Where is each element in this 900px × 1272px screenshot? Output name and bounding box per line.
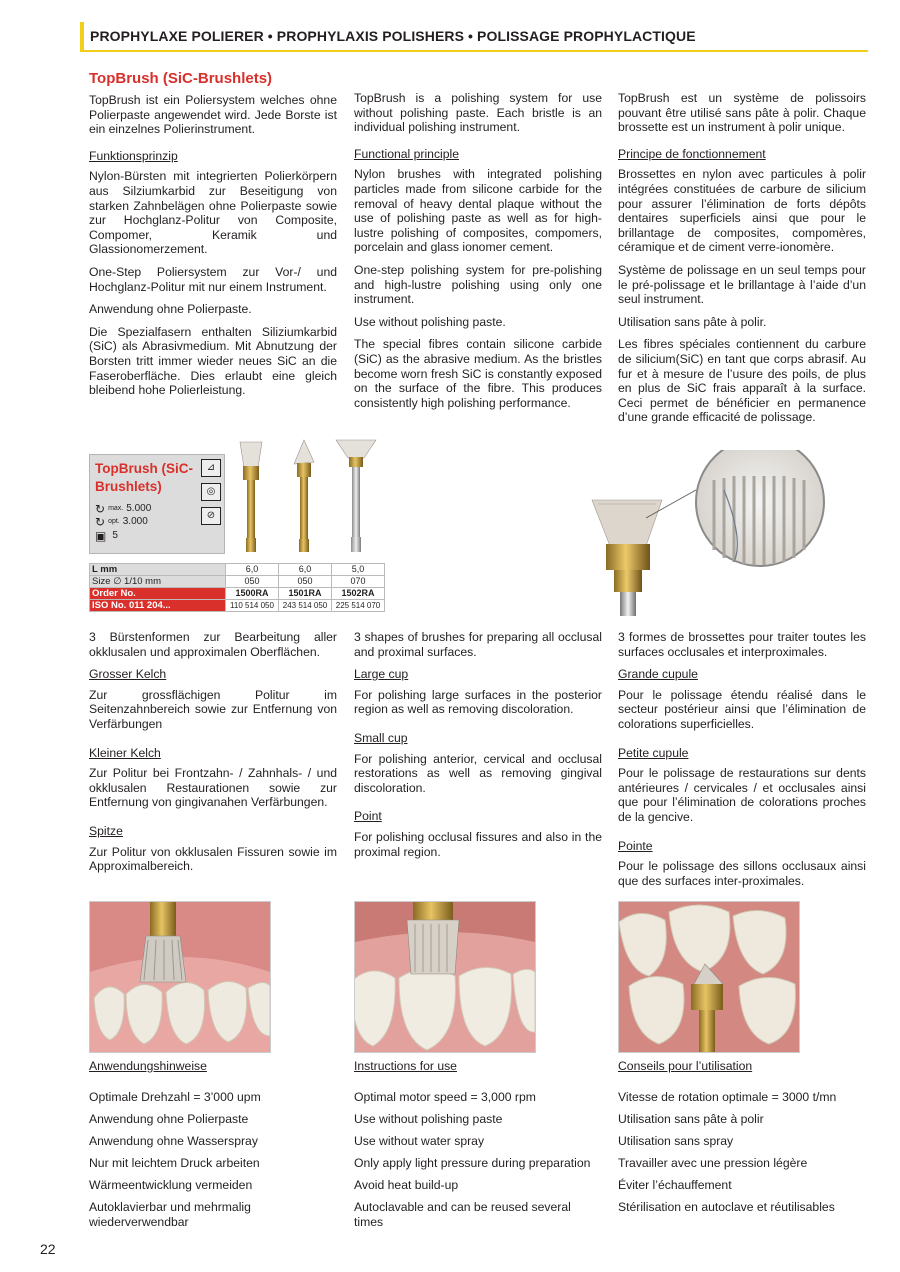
clinical-photo-large-cup [89, 901, 271, 1053]
brush-closeup-illustration [584, 450, 876, 616]
func-heading-fr: Principe de fonctionnement [618, 146, 766, 161]
large-cup-heading-en: Large cup [354, 667, 409, 682]
pack-value: 5 [112, 530, 118, 541]
intro-text-en: TopBrush is a polishing system for use without polishing paste. Each bristle is an individual polishing instrument. [354, 91, 602, 135]
pack-quantity [95, 529, 118, 544]
column-fr-intro [618, 91, 866, 433]
spec-row [90, 600, 385, 612]
product-card [89, 454, 225, 554]
instructions-heading-fr: Conseils pour l’utilisation [618, 1059, 753, 1073]
instruction-de-5: Wärmeentwicklung vermeiden [89, 1177, 253, 1192]
clinical-photo-small-cup [354, 901, 536, 1053]
point-text-en: For polishing occlusal fissures and also in the proximal region. [354, 829, 602, 859]
page-number: 22 [40, 1241, 56, 1257]
instruction-en-1: Optimal motor speed = 3,000 rpm [354, 1089, 536, 1104]
func-text-en-1: Nylon brushes with integrated polishing particles made from silicone carbide for the removal of heavy dental plaque without the use of polishing paste as well as for high-lustre polishing of composites, compomers, porcelain and glass ionomer cement. [354, 167, 602, 255]
specification-table-body [90, 564, 385, 612]
func-text-en-2: One-step polishing system for pre-polishing and high-lustre polishing using only one instrument. [354, 262, 602, 307]
small-cup-text-fr: Pour le polissage de restaurations sur dents antérieures / cervicales / et occlusales ainsi que pour l’élimination de colorations proches de la gencive. [618, 766, 866, 824]
func-text-de-3: Anwendung ohne Polierpaste. [89, 302, 252, 317]
column-en-intro [354, 91, 602, 418]
brush-instruments-illustration [228, 436, 388, 560]
package-icon: ▣ [95, 529, 107, 543]
func-text-fr-2: Système de polissage en un seul temps pour le pré-polissage et le brillantage à l’aide d’un seul instrument. [618, 262, 866, 307]
spec-row-label: ISO No. 011 204... [90, 600, 226, 612]
opt-speed-value: 3.000 [122, 516, 148, 527]
shapes-text-de: 3 Bürstenformen zur Bearbeitung aller okklusalen und approximalen Oberflächen. [89, 630, 337, 659]
large-cup-heading-de: Grosser Kelch [89, 667, 167, 682]
spec-row [90, 588, 385, 600]
spec-cell: 6,0 [226, 564, 279, 576]
spec-row-label: L mm [90, 564, 226, 576]
specification-table [89, 563, 385, 612]
spec-row [90, 576, 385, 588]
spec-cell: 225 514 070 [332, 600, 385, 612]
large-cup-text-en: For polishing large surfaces in the posterior region as well as removing discoloration. [354, 687, 602, 717]
point-brush [294, 440, 314, 552]
instruction-de-6: Autoklavierbar und mehrmalig wiederverwendbar [89, 1200, 251, 1229]
spec-cell: 1502RA [332, 588, 385, 600]
small-cup-text-en: For polishing anterior, cervical and occlusal restorations as well as removing gingival discoloration. [354, 751, 602, 795]
func-text-de-1: Nylon-Bürsten mit integrierten Polierkörpern aus Silziumkarbid zur Beseitigung von starken Zahnbelägen ohne Polierpaste sowie zur Hochglanz-Politur von Composite, Compomer, Keramik und Glassionomerzement. [89, 169, 337, 257]
spec-cell: 6,0 [279, 564, 332, 576]
opt-speed [95, 515, 148, 530]
opt-label: opt. [108, 518, 120, 525]
point-heading-fr: Pointe [618, 838, 653, 853]
spec-cell: 1501RA [279, 588, 332, 600]
instruction-en-4: Only apply light pressure during preparation [354, 1155, 591, 1170]
rotation-icon: ↻ [95, 502, 106, 516]
instruction-en-2: Use without polishing paste [354, 1111, 503, 1126]
small-cup-heading-en: Small cup [354, 730, 408, 745]
intro-text-fr: TopBrush est un système de polissoirs pouvant être utilisé sans pâte à polir. Chaque brossette est un instrument à polir unique. [618, 91, 866, 135]
small-cup-text-de: Zur Politur bei Frontzahn- / Zahnhals- / und okklusalen Restaurationen sowie zur Entfernung von gingivanahen Verfärbungen. [89, 766, 337, 810]
large-cup-text-de: Zur grossflächigen Politur im Seitenzahnbereich sowie zur Entfernung von Verfärbungen [89, 687, 337, 731]
instruction-fr-2: Utilisation sans pâte à polir [618, 1111, 764, 1126]
spec-cell: 050 [226, 576, 279, 588]
spec-row-label: Order No. [90, 588, 226, 600]
instruction-de-2: Anwendung ohne Polierpaste [89, 1111, 249, 1126]
instruction-de-4: Nur mit leichtem Druck arbeiten [89, 1155, 260, 1170]
small-cup-heading-de: Kleiner Kelch [89, 745, 161, 760]
product-title: TopBrush (SiC-Brushlets) [89, 70, 273, 87]
column-en-instructions [354, 1059, 602, 1237]
point-text-fr: Pour le polissage des sillons occlusaux ainsi que des surfaces inter-proximales. [618, 859, 866, 888]
card-title: TopBrush (SiC-Brushlets) [95, 461, 193, 494]
spec-cell: 070 [332, 576, 385, 588]
point-heading-en: Point [354, 809, 382, 824]
header-accent-bar [80, 22, 84, 52]
instruction-fr-4: Travailler avec une pression légère [618, 1155, 808, 1170]
spec-row [90, 564, 385, 576]
spec-cell: 5,0 [332, 564, 385, 576]
instructions-heading-de: Anwendungshinweise [89, 1059, 207, 1073]
no-water-spray-icon: ⊘ [201, 507, 221, 525]
spec-row-label: Size ∅ 1/10 mm [90, 576, 226, 588]
spec-cell: 1500RA [226, 588, 279, 600]
func-text-fr-1: Brossettes en nylon avec particules à polir intégrées constituées de carbure de silicium pour assurer l’élimination de forts dépôts dentaires superficiels ainsi que pour le brillantage de composites, compomères, céramique et de ciment verre-ionomère. [618, 167, 866, 255]
column-fr-shapes [618, 630, 866, 896]
shapes-text-en: 3 shapes of brushes for preparing all occlusal and proximal surfaces. [354, 630, 602, 659]
spec-cell: 110 514 050 [226, 600, 279, 612]
point-heading-de: Spitze [89, 823, 123, 838]
large-cup-text-fr: Pour le polissage étendu réalisé dans le secteur postérieur ainsi que l’élimination de colorations superficielles. [618, 687, 866, 731]
instruction-en-5: Avoid heat build-up [354, 1177, 459, 1192]
func-text-de-2: One-Step Poliersystem zur Vor-/ und Hochglanz-Politur mit nur einem Instrument. [89, 264, 337, 294]
func-heading-en: Functional principle [354, 146, 460, 161]
header-rule [80, 50, 868, 52]
small-cup-brush [336, 440, 376, 552]
instruction-fr-1: Vitesse de rotation optimale = 3000 t/mn [618, 1089, 837, 1104]
instruction-fr-6: Stérilisation en autoclave et réutilisables [618, 1200, 835, 1215]
func-heading-de: Funktionsprinzip [89, 148, 178, 163]
func-text-fr-4: Les fibres spéciales contiennent du carbure de silicium(SiC) en tant que corps abrasif. Au fur et à mesure de l’usure des poils, de plus en plus de SiC frais apparaît à la surface. Ceci permet de bénéficier en permanence d’une grande efficacité de polissage. [618, 337, 866, 425]
instruction-de-3: Anwendung ohne Wasserspray [89, 1133, 258, 1148]
func-text-en-3: Use without polishing paste. [354, 314, 506, 329]
instruction-en-6: Autoclavable and can be reused several times [354, 1200, 571, 1229]
func-text-fr-3: Utilisation sans pâte à polir. [618, 314, 767, 329]
large-cup-heading-fr: Grande cupule [618, 667, 698, 682]
max-label: max. [108, 505, 124, 512]
column-de-intro [89, 93, 337, 406]
large-cup-brush [240, 442, 262, 552]
shapes-text-fr: 3 formes de brossettes pour traiter toutes les surfaces occlusales et interproximales. [618, 630, 866, 659]
clinical-photo-point [618, 901, 800, 1053]
func-text-de-4: Die Spezialfasern enthalten Siliziumkarbid (SiC) als Abrasivmedium. Mit Abnutzung der Borsten tritt immer wieder neues SiC an die Faseroberfläche. Dies erlaubt eine gleich bleibend hohe Polierleistung. [89, 324, 337, 398]
instruction-de-1: Optimale Drehzahl = 3’000 upm [89, 1089, 261, 1104]
spec-cell: 050 [279, 576, 332, 588]
column-fr-instructions [618, 1059, 866, 1222]
page-header-title: PROPHYLAXE POLIERER • PROPHYLAXIS POLISHERS • POLISSAGE PROPHYLACTIQUE [90, 28, 696, 44]
spec-cell: 243 514 050 [279, 600, 332, 612]
instruction-fr-5: Éviter l’échauffement [618, 1177, 732, 1192]
rotation-icon: ↻ [95, 515, 106, 529]
point-text-de: Zur Politur von okklusalen Fissuren sowie im Approximalbereich. [89, 844, 337, 874]
column-de-shapes [89, 630, 337, 882]
instruction-en-3: Use without water spray [354, 1133, 485, 1148]
column-de-instructions [89, 1059, 337, 1237]
contra-angle-icon: ⊿ [201, 459, 221, 477]
intro-text-de: TopBrush ist ein Poliersystem welches ohne Polierpaste angewendet wird. Jede Borste ist ein einzelnes Polierinstrument. [89, 93, 337, 137]
instructions-heading-en: Instructions for use [354, 1059, 457, 1073]
func-text-en-4: The special fibres contain silicone carbide (SiC) as the abrasive medium. As the bristles become worn fresh SiC is constantly exposed on the surface of the fibre. This produces consistently high polishing performance. [354, 337, 602, 410]
instruction-fr-3: Utilisation sans spray [618, 1133, 734, 1148]
column-en-shapes [354, 630, 602, 867]
small-cup-heading-fr: Petite cupule [618, 745, 689, 760]
max-speed-value: 5.000 [126, 503, 152, 514]
sterilization-icon: ◎ [201, 483, 221, 501]
